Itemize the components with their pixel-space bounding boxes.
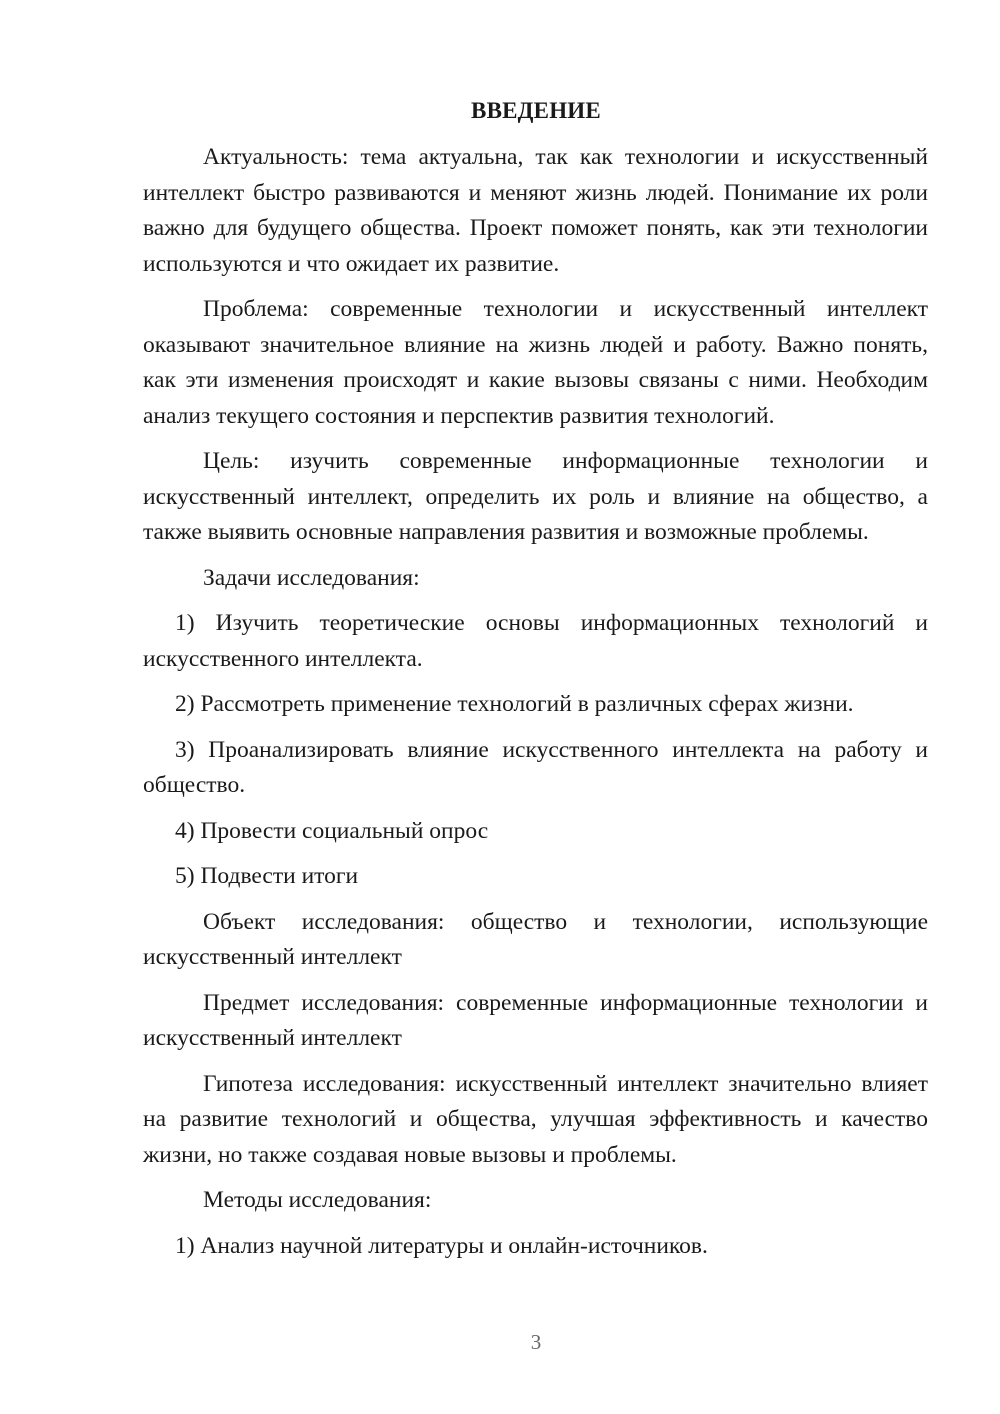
paragraph-problem: Проблема: современные технологии и искусственный интеллект оказывают значительное влияние на жизнь людей и работу. Важно понять, как эти изменения происходят и какие вызовы связаны с ними. Необходим анализ текущего состояния и перспектив развития технологий. [143,296,928,429]
paragraph-research-subject: Предмет исследования: современные информационные технологии и искусственный интеллект [143,989,928,1051]
page-number: 3 [530,1330,542,1354]
paragraph-goal: Цель: изучить современные информационные технологии и искусственный интеллект, определить их роль и влияние на общество, а также выявить основные направления развития и возможные проблемы. [143,448,928,545]
paragraph-hypothesis: Гипотеза исследования: искусственный интеллект значительно влияет на развитие технологий и общества, улучшая эффективность и качество жизни, но также создавая новые вызовы и проблемы. [143,1070,928,1168]
document-body [143,140,928,1274]
paragraph-relevance: Актуальность: тема актуальна, так как технологии и искусственный интеллект быстро развиваются и меняют жизнь людей. Понимание их роли важно для будущего общества. Проект поможет понять, как эти технологии используются и что ожидает их развитие. [143,144,928,277]
page-title: ВВЕДЕНИЕ [471,98,601,123]
method-item-1: 1) Анализ научной литературы и онлайн-источников. [175,1232,708,1259]
task-item-5: 5) Подвести итоги [175,863,359,889]
paragraph-research-object: Объект исследования: общество и технологии, использующие искусственный интеллект [143,908,928,970]
task-item-3: 3) Проанализировать влияние искусственного интеллекта на работу и общество. [143,736,928,798]
task-item-1: 1) Изучить теоретические основы информационных технологий и искусственного интеллекта. [143,610,928,672]
heading-methods: Методы исследования: [203,1187,432,1213]
heading-tasks: Задачи исследования: [203,564,420,591]
task-item-4: 4) Провести социальный опрос [175,817,489,844]
task-item-2: 2) Рассмотреть применение технологий в различных сферах жизни. [175,691,854,717]
